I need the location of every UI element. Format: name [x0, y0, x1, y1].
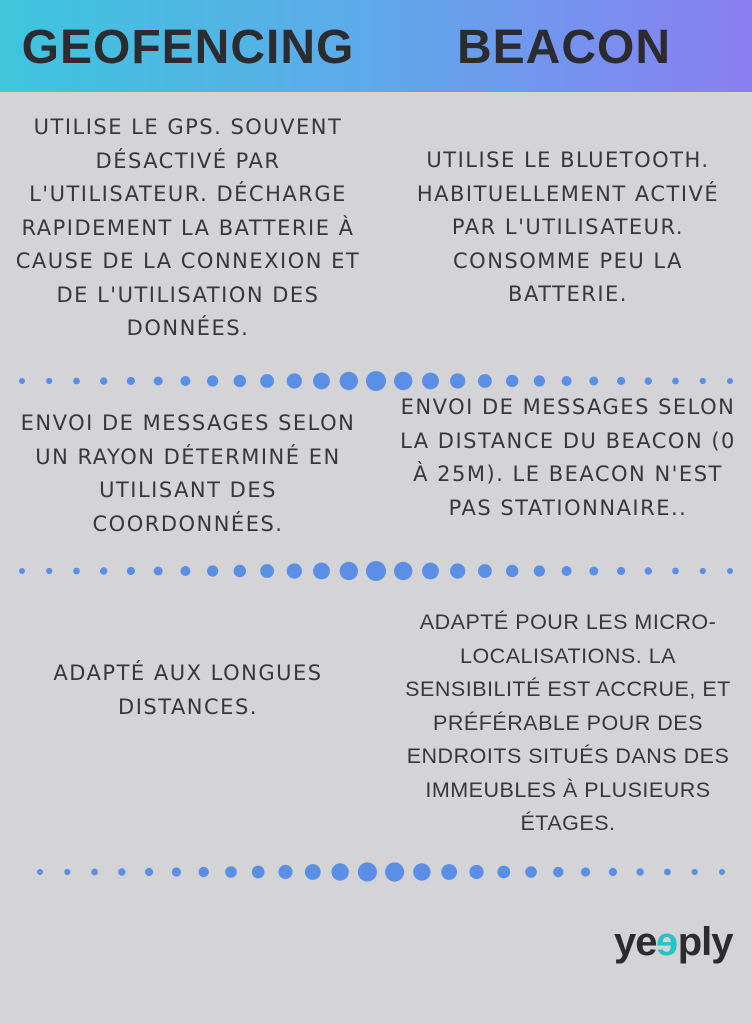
divider-dot — [278, 865, 292, 879]
divider-dot — [497, 866, 510, 879]
dot-divider-1 — [0, 369, 752, 393]
divider-dot — [645, 567, 652, 574]
divider-dot — [46, 568, 52, 574]
divider-dot — [478, 374, 492, 388]
logo-text-end: ply — [677, 920, 733, 964]
divider-dot — [525, 866, 537, 878]
divider-dot — [534, 565, 545, 576]
divider-dot — [394, 372, 412, 390]
divider-dot — [609, 868, 617, 876]
divider-dot — [645, 377, 652, 384]
divider-dot — [422, 563, 439, 580]
divider-dot — [450, 373, 465, 388]
divider-dot — [260, 564, 274, 578]
divider-dot — [366, 371, 386, 391]
divider-dot — [692, 869, 698, 875]
divider-dot — [562, 376, 572, 386]
divider-dot — [422, 373, 439, 390]
divider-dot — [700, 378, 706, 384]
logo-text-start: ye — [614, 920, 657, 964]
divider-dot — [441, 864, 457, 880]
divider-dot — [199, 867, 209, 877]
divider-dot — [305, 864, 321, 880]
divider-dot — [234, 565, 246, 577]
divider-dot — [313, 373, 330, 390]
row3-beacon-text: ADAPTÉ POUR LES MICRO-LOCALISATIONS. LA SENSIBILITÉ EST ACCRUE, ET PRÉFÉRABLE POUR DES ENDROITS SITUÉS DANS DES IMMEUBLES À PLUSIEURS ÉTAGES. — [405, 610, 731, 835]
divider-dot — [73, 568, 80, 575]
divider-dot — [118, 868, 125, 875]
divider-dot — [366, 561, 386, 581]
dot-divider-3 — [0, 860, 752, 884]
divider-dot — [37, 869, 43, 875]
divider-dot — [553, 867, 563, 877]
divider-dot — [225, 866, 237, 878]
divider-dot — [727, 378, 733, 384]
row1-geofencing-text: UTILISE LE GPS. SOUVENT DÉSACTIVÉ PAR L'UTILISATEUR. DÉCHARGE RAPIDEMENT LA BATTERIE À CAUSE DE LA CONNEXION ET DE L'UTILISATION DES DONNÉES. — [15, 115, 361, 340]
divider-dot — [340, 372, 358, 390]
divider-dot — [469, 865, 483, 879]
divider-dot — [91, 869, 98, 876]
divider-dot — [385, 862, 404, 881]
divider-dot — [358, 862, 377, 881]
row1-beacon-text: UTILISE LE BLUETOOTH. HABITUELLEMENT ACTIVÉ PAR L'UTILISATEUR. CONSOMME PEU LA BATTERIE. — [416, 148, 720, 306]
geofencing-title: GEOFENCING — [21, 21, 355, 74]
divider-dot — [637, 868, 644, 875]
divider-dot — [154, 567, 163, 576]
divider-dot — [127, 377, 135, 385]
divider-dot — [589, 377, 598, 386]
divider-dot — [145, 868, 153, 876]
divider-dot — [331, 863, 348, 880]
divider-dot — [207, 565, 218, 576]
header-bar — [0, 0, 752, 92]
divider-dot — [413, 863, 430, 880]
row2-geofencing-text: ENVOI DE MESSAGES SELON UN RAYON DÉTERMINÉ EN UTILISANT DES COORDONNÉES. — [20, 411, 356, 536]
divider-dot — [478, 564, 492, 578]
divider-dot — [617, 567, 625, 575]
divider-dot — [100, 377, 107, 384]
divider-dot — [672, 568, 679, 575]
divider-dot — [100, 567, 107, 574]
divider-dot — [581, 867, 590, 876]
divider-dot — [672, 378, 679, 385]
divider-dot — [287, 373, 302, 388]
divider-dot — [46, 378, 52, 384]
divider-dot — [64, 869, 70, 875]
divider-dot — [562, 566, 572, 576]
divider-dot — [700, 568, 706, 574]
row2-beacon-text: ENVOI DE MESSAGES SELON LA DISTANCE DU BEACON (0 À 25M). LE BEACON N'EST PAS STATIONNAIRE.. — [400, 395, 736, 520]
divider-dot — [534, 375, 545, 386]
divider-dot — [234, 375, 246, 387]
divider-dot — [19, 568, 25, 574]
divider-dot — [180, 376, 190, 386]
divider-dot — [664, 869, 671, 876]
divider-dot — [260, 374, 274, 388]
yeeply-logo — [614, 920, 744, 970]
divider-dot — [180, 566, 190, 576]
divider-dot — [73, 378, 80, 385]
divider-dot — [252, 866, 265, 879]
divider-dot — [127, 567, 135, 575]
divider-dot — [172, 867, 181, 876]
row3-geofencing-text: ADAPTÉ AUX LONGUES DISTANCES. — [53, 661, 323, 719]
divider-dot — [450, 563, 465, 578]
beacon-title: BEACON — [456, 21, 671, 74]
divider-dot — [287, 563, 302, 578]
divider-dot — [19, 378, 25, 384]
divider-dot — [589, 567, 598, 576]
divider-dot — [394, 562, 412, 580]
divider-dot — [207, 375, 218, 386]
divider-dot — [506, 565, 518, 577]
divider-dot — [617, 377, 625, 385]
divider-dot — [727, 568, 733, 574]
logo-text-accent: e — [656, 920, 678, 964]
divider-dot — [719, 869, 725, 875]
dot-divider-2 — [0, 559, 752, 583]
divider-dot — [506, 375, 518, 387]
divider-dot — [154, 377, 163, 386]
divider-dot — [340, 562, 358, 580]
divider-dot — [313, 563, 330, 580]
